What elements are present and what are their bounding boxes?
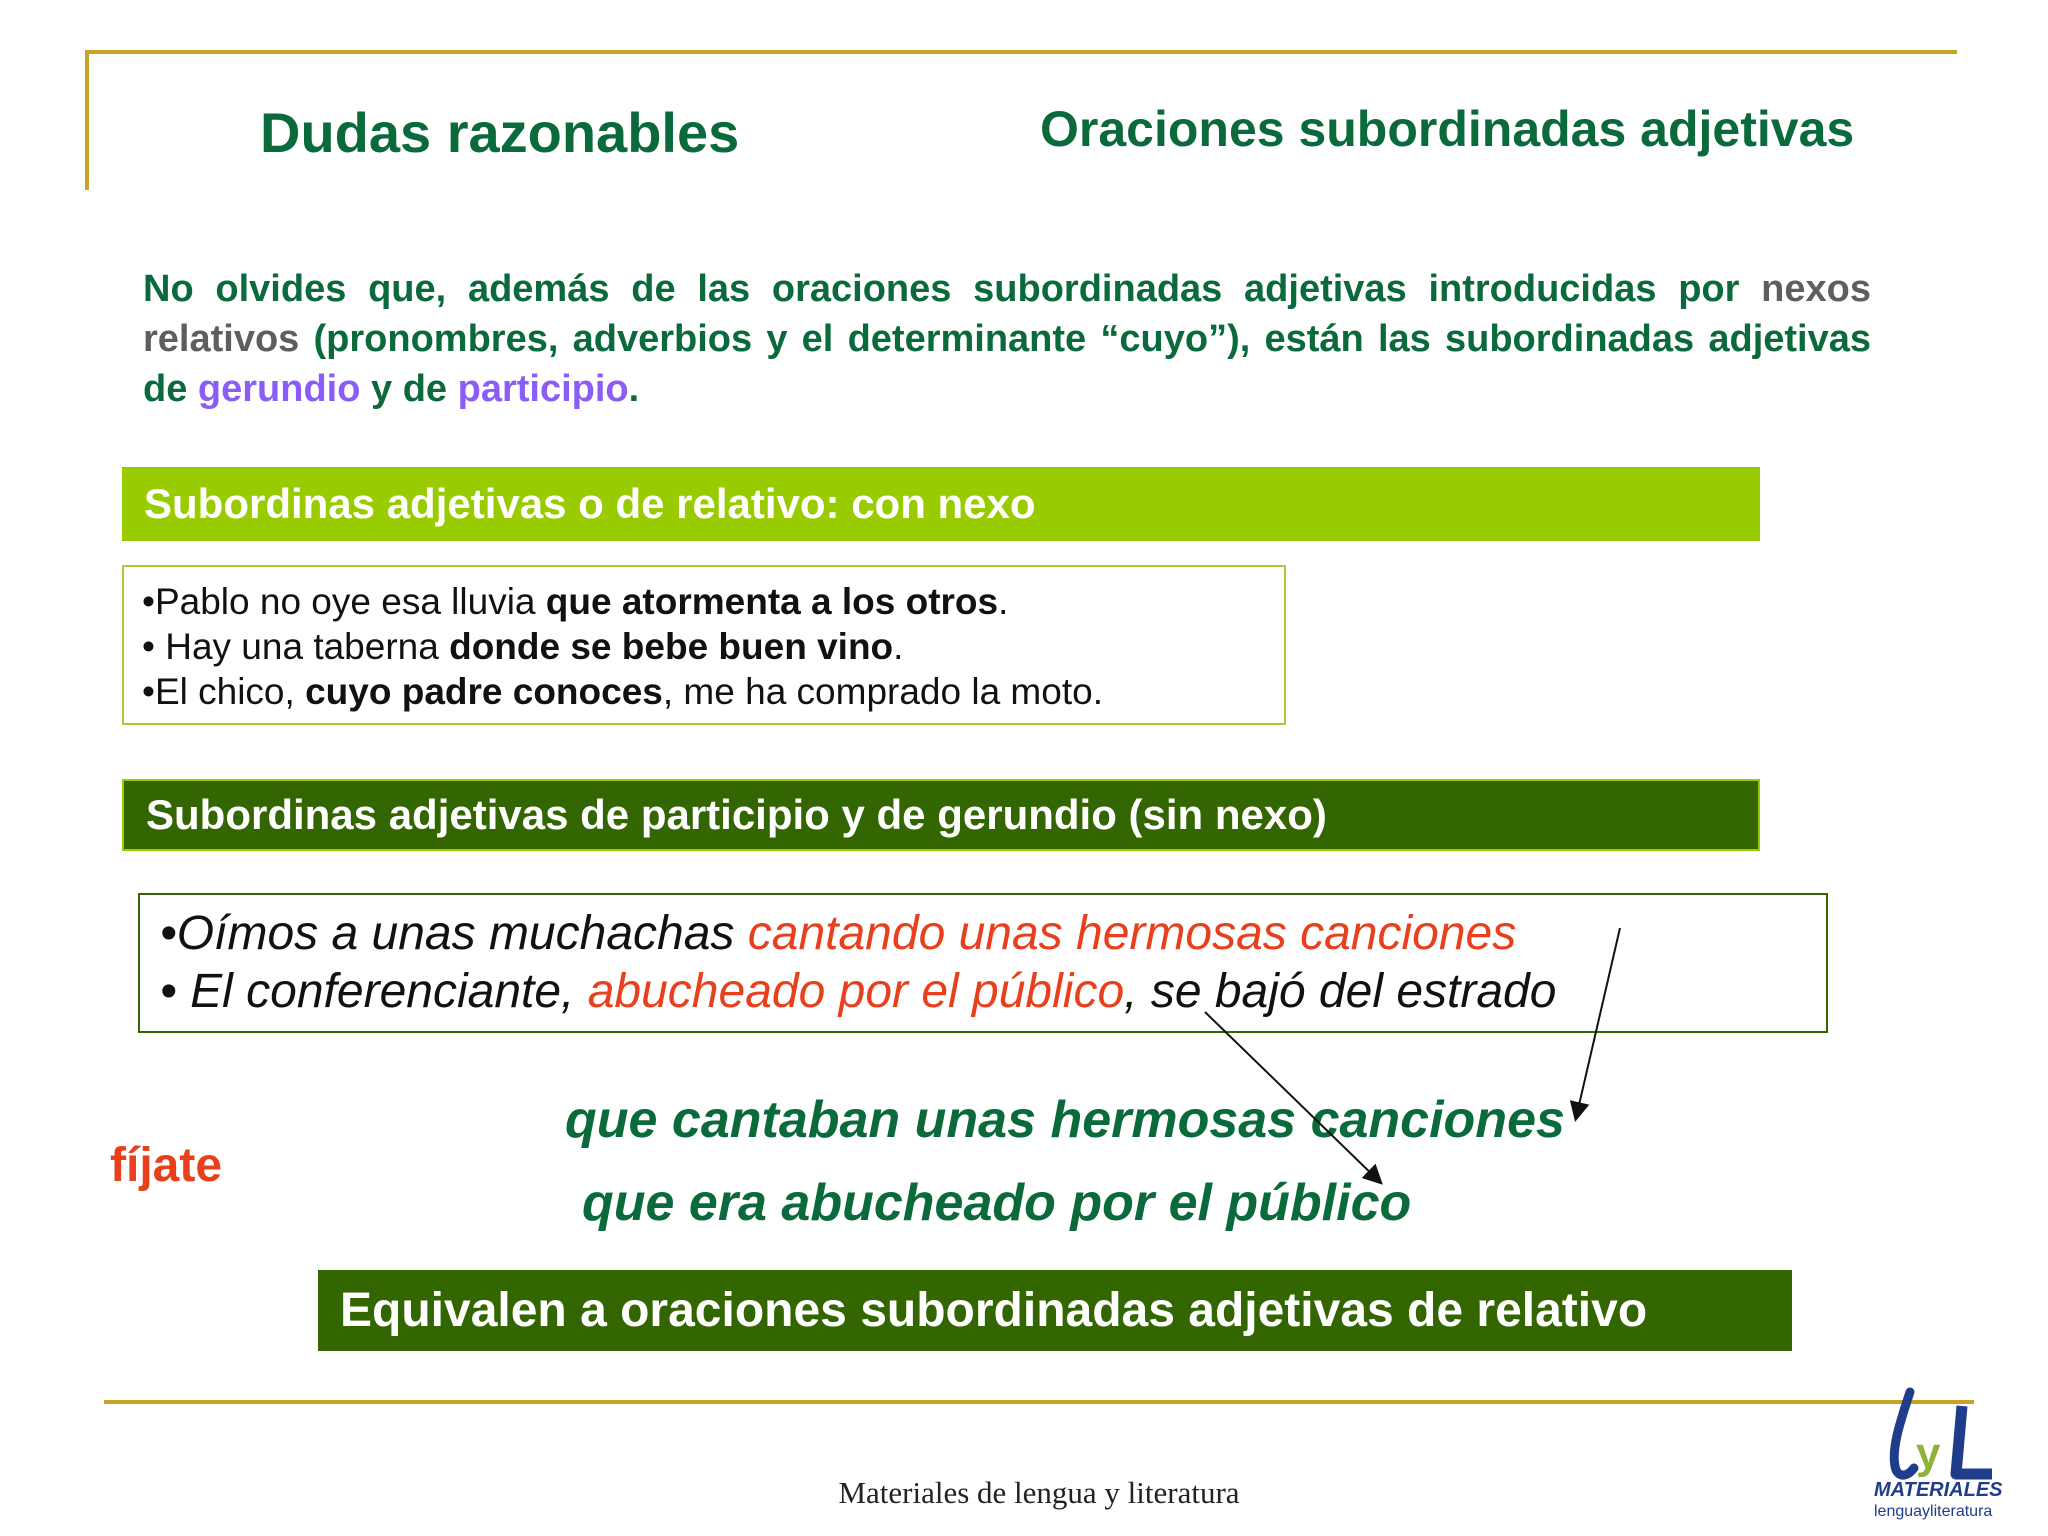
intro-participio: participio [457, 368, 629, 410]
arrow-to-line1 [1576, 928, 1620, 1118]
example-bold: que atormenta a los otros [545, 581, 999, 622]
example-pre: •El chico, [142, 671, 306, 712]
intro-part3: y de [360, 368, 458, 410]
example-bold: donde se bebe buen vino [449, 626, 894, 667]
example-pre: •Pablo no oye esa lluvia [142, 581, 546, 622]
equivalent-line-2: que era abucheado por el público [582, 1174, 1412, 1232]
equivalent-line-1: que cantaban unas hermosas canciones [565, 1091, 1565, 1149]
page-subtitle: Oraciones subordinadas adjetivas [1040, 101, 1855, 157]
lyl-logo [1870, 1382, 2030, 1522]
arrow-to-line2 [1205, 1012, 1380, 1182]
conclusion-text: Equivalen a oraciones subordinadas adjetivas de relativo [340, 1284, 1648, 1337]
intro-part1: No olvides que, además de las oraciones subordinadas adjetivas introducidas por [143, 268, 1740, 310]
example-highlight: abucheado por el público [587, 965, 1125, 1018]
page-title: Dudas razonables [260, 101, 740, 164]
section2-heading-text: Subordinas adjetivas de participio y de gerundio (sin nexo) [146, 791, 1327, 838]
svg-text:lenguayliteratura: lenguayliteratura [1874, 1503, 1993, 1520]
conclusion-banner [318, 1270, 1792, 1351]
example-post: . [893, 626, 904, 667]
example-post: , me ha comprado la moto. [662, 671, 1103, 712]
intro-gerundio: gerundio [197, 368, 361, 410]
fijate-label: fíjate [110, 1139, 223, 1192]
footer-text: Materiales de lengua y literatura [838, 1475, 1240, 1510]
example-pre: • El conferenciante, [160, 965, 588, 1018]
svg-text:MATERIALES: MATERIALES [1874, 1479, 2003, 1501]
example-highlight: cantando unas hermosas canciones [747, 907, 1517, 960]
example-pre: • Hay una taberna [142, 626, 450, 667]
example-pre: •Oímos a unas muchachas [160, 907, 748, 960]
svg-text:y: y [1916, 1429, 1941, 1478]
example-bold: cuyo padre conoces [305, 671, 663, 712]
section1-heading-text: Subordinas adjetivas o de relativo: con nexo [144, 480, 1036, 527]
intro-part2: (pronombres, adverbios y el determinante “cuyo”), están las subordinadas adjetivas de [143, 318, 1871, 410]
example-post: , se bajó del estrado [1124, 965, 1557, 1018]
intro-end: . [628, 368, 640, 410]
intro-grey-term: nexos relativos [143, 268, 1871, 360]
example-post: . [998, 581, 1009, 622]
